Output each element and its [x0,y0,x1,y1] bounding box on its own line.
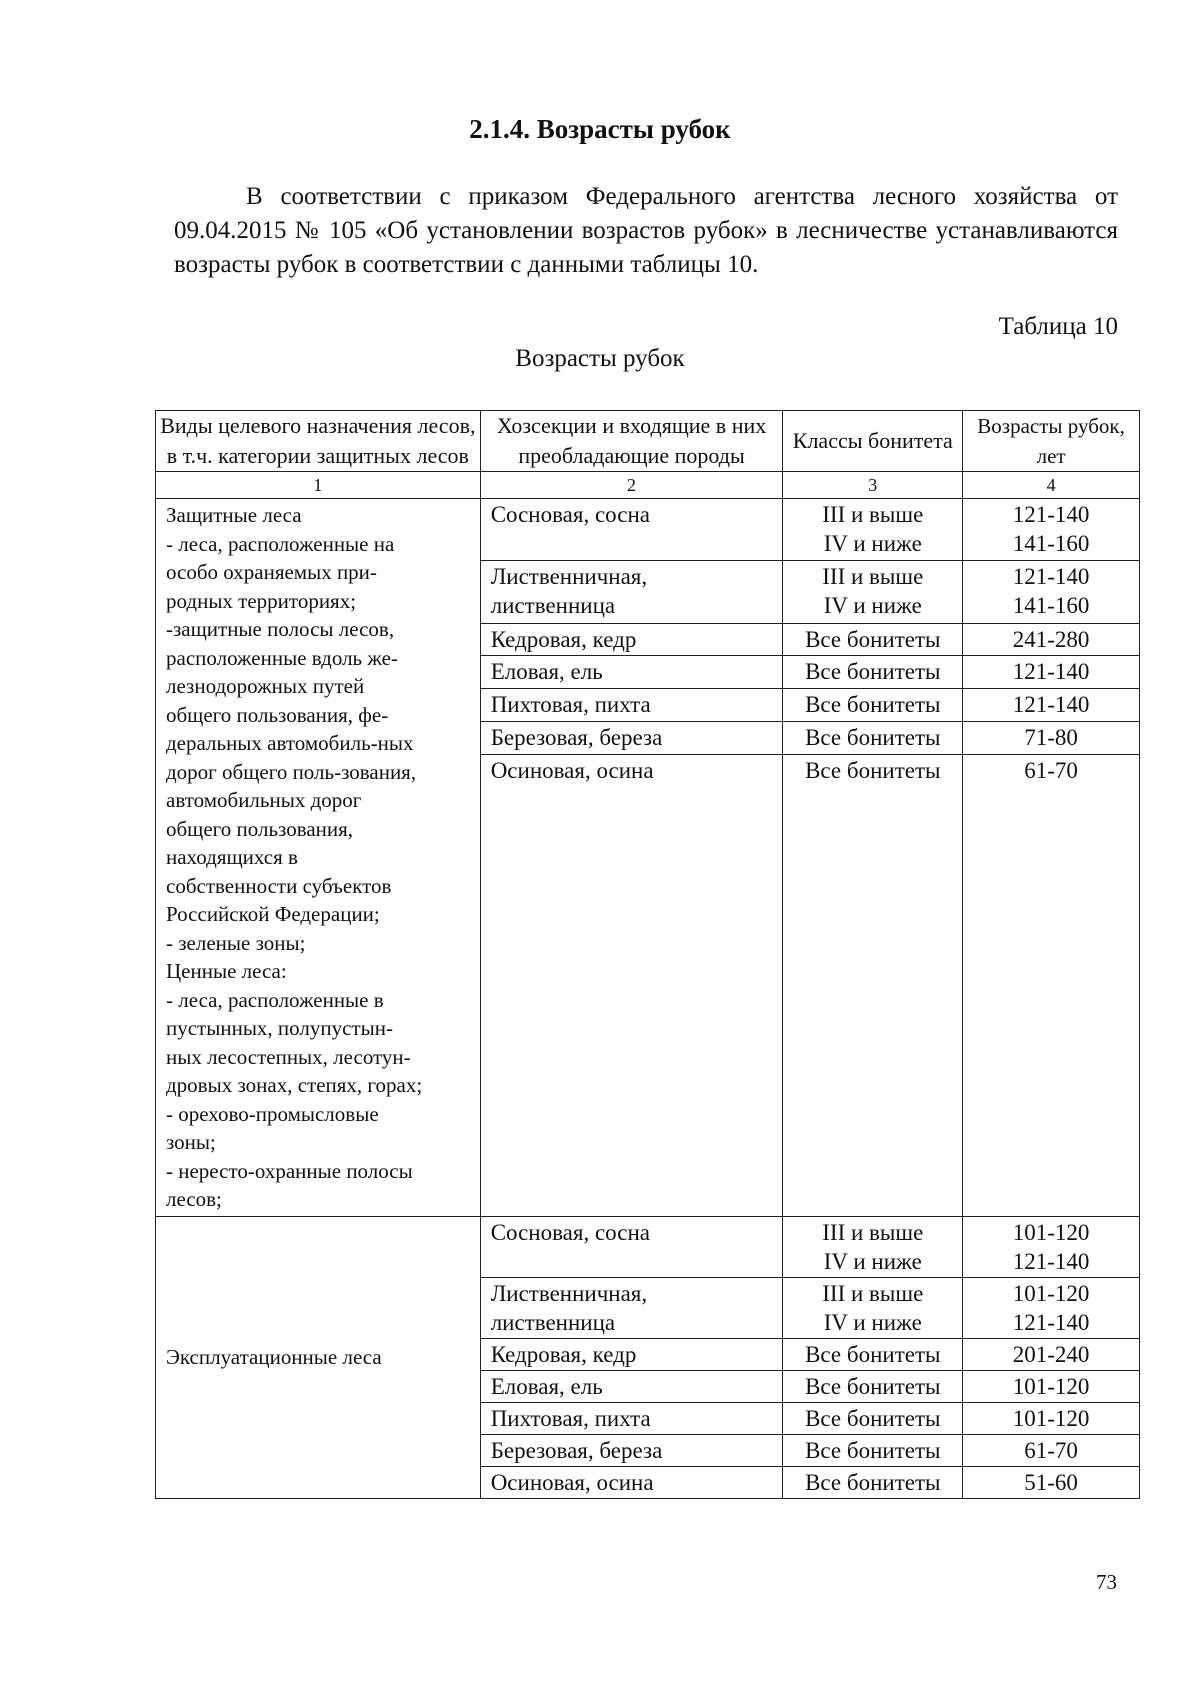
cutting-age-cell [963,1370,1140,1402]
cutting-age-cell [963,754,1140,1216]
cutting-age-line: 51-60 [1024,1469,1078,1495]
column-number: 3 [783,472,963,499]
forest-purpose-line: дровых зонах, степях, горах; [166,1073,423,1097]
forest-purpose-line: Эксплуатационные леса [166,1344,382,1369]
site-class-cell [783,499,963,561]
cutting-age-table [155,410,1140,1499]
cutting-age-cell [963,561,1140,623]
section-line: Сосновая, сосна [490,502,650,527]
cutting-age-cell [963,1277,1140,1338]
cutting-age-line: 121-140 [1012,692,1090,718]
cutting-age-line: 141-160 [1012,531,1090,556]
site-class-cell [783,561,963,623]
section-cell [480,499,783,561]
forest-purpose-line: деральных автомобиль-ных [166,731,414,755]
forest-purpose-line: находящихся в [166,845,298,869]
page-number: 73 [1096,1570,1117,1594]
section-line: Пихтовая, пихта [490,1405,651,1431]
cutting-age-cell [963,656,1140,689]
cutting-age-line: 121-140 [1012,1248,1090,1274]
forest-purpose-line: лезнодорожных путей [166,674,365,698]
cutting-age-line: 121-140 [1012,502,1090,527]
cutting-age-cell [963,623,1140,656]
site-class-line: IV и ниже [823,531,922,556]
section-line: Лиственничная, [490,564,648,590]
section-cell [480,1434,783,1466]
cutting-age-line: 101-120 [1012,1219,1090,1245]
forest-purpose-line: - зеленые зоны; [166,930,306,955]
site-class-line: Все бонитеты [805,659,941,685]
section-cell [480,623,783,656]
header-cutting-ages: Возрасты рубок, лет [963,411,1140,472]
column-number: 2 [480,472,783,499]
section-cell [480,721,783,754]
cutting-age-cell [963,1402,1140,1434]
site-class-line: IV и ниже [823,1248,922,1274]
cutting-age-line: 201-240 [1012,1341,1090,1367]
site-class-line: Все бонитеты [805,626,941,652]
forest-purpose-line: лесов; [166,1187,222,1211]
forest-purpose-line: - нересто-охранные полосы [166,1158,413,1183]
cutting-age-cell [963,721,1140,754]
section-line: Березовая, береза [490,1437,663,1463]
cutting-age-line: 241-280 [1012,626,1090,652]
site-class-cell [783,1402,963,1434]
site-class-line: III и выше [822,502,924,527]
section-line: Еловая, ель [490,659,603,685]
cutting-age-line: 101-120 [1012,1280,1090,1306]
forest-purpose-line: расположенные вдоль же- [166,645,398,670]
section-line: Еловая, ель [490,1373,603,1399]
table-row [156,1216,1140,1277]
forest-purpose-line: Ценные леса: [166,959,287,983]
section-line: Осиновая, осина [490,1469,654,1495]
site-class-line: Все бонитеты [805,1405,941,1431]
site-class-cell [783,1466,963,1498]
cutting-age-line: 61-70 [1024,757,1078,783]
site-class-line: III и выше [822,564,924,590]
forest-purpose-line: дорог общего поль-зования, [166,759,417,784]
intro-paragraph: В соответствии с приказом Федерального агентства лесного хозяйства от 09.04.2015 № 105 «Об установлении возрастов рубок» в лесничестве устанавливаются возрасты рубок в соответствии с данными таблицы 10. [174,183,1118,278]
header-sections: Хозсекции и входящие в них преобладающие породы [480,411,783,472]
section-cell [480,561,783,623]
column-number-row [156,472,1140,499]
site-class-cell [783,689,963,722]
site-class-line: Все бонитеты [805,757,941,783]
section-line: Пихтовая, пихта [490,692,651,718]
section-cell [480,1402,783,1434]
site-class-line: IV и ниже [823,593,922,619]
cutting-age-cell [963,1434,1140,1466]
forest-purpose-cell [156,499,481,1217]
cutting-age-line: 61-70 [1024,1437,1078,1463]
section-cell [480,1466,783,1498]
column-number: 4 [963,472,1140,499]
section-heading: 2.1.4. Возрасты рубок [469,114,731,144]
site-class-line: Все бонитеты [805,1469,941,1495]
cutting-age-line: 101-120 [1012,1405,1090,1431]
header-forest-purpose: Виды целевого назначения лесов, в т.ч. категории защитных лесов [156,411,481,472]
forest-purpose-cell [156,1216,481,1498]
forest-purpose-line: ных лесостепных, лесотун- [166,1044,411,1069]
section-line: Лиственничная, [490,1280,648,1306]
section-line: Кедровая, кедр [490,1341,637,1367]
header-site-classes: Классы бонитета [783,411,963,472]
site-class-line: Все бонитеты [805,1373,941,1399]
section-line: лиственница [490,1309,616,1335]
table-number: Таблица 10 [998,313,1118,340]
forest-purpose-line: - леса, расположенные на [166,531,395,556]
section-cell [480,754,783,1216]
cutting-age-line: 121-140 [1012,1309,1090,1335]
forest-purpose-line: -защитные полосы лесов, [166,617,395,641]
site-class-cell [783,721,963,754]
site-class-line: Все бонитеты [805,1341,941,1367]
table-row [156,499,1140,561]
table-title: Возрасты рубок [515,345,685,372]
site-class-cell [783,1338,963,1370]
site-class-line: III и выше [822,1219,924,1245]
section-line: Кедровая, кедр [490,626,637,652]
cutting-age-line: 121-140 [1012,659,1090,685]
site-class-line: Все бонитеты [805,1437,941,1463]
forest-purpose-line: - леса, расположенные в [166,987,384,1012]
section-line: Сосновая, сосна [490,1219,650,1245]
forest-purpose-line: общего пользования, фе- [166,702,389,727]
section-line: Березовая, береза [490,724,663,750]
forest-purpose-line: зоны; [166,1130,216,1154]
forest-purpose-line: общего пользования, [166,816,354,841]
section-line: Осиновая, осина [490,757,654,783]
column-number: 1 [156,472,481,499]
section-line: лиственница [490,593,616,619]
cutting-age-cell [963,1466,1140,1498]
forest-purpose-line: - орехово-промысловые [166,1101,379,1126]
site-class-line: III и выше [822,1280,924,1306]
cutting-age-cell [963,1338,1140,1370]
cutting-age-cell [963,689,1140,722]
section-cell [480,1216,783,1277]
site-class-cell [783,754,963,1216]
site-class-cell [783,1434,963,1466]
site-class-line: Все бонитеты [805,724,941,750]
forest-purpose-line: Защитные леса [166,503,302,527]
forest-purpose-line: родных территориях; [166,588,357,613]
site-class-cell [783,1277,963,1338]
cutting-age-line: 141-160 [1012,593,1090,619]
site-class-line: Все бонитеты [805,692,941,718]
table-header-row [156,411,1140,472]
forest-purpose-line: Российской Федерации; [166,902,380,926]
site-class-line: IV и ниже [823,1309,922,1335]
forest-purpose-line: собственности субъектов [166,873,392,898]
cutting-age-cell [963,1216,1140,1277]
cutting-age-cell [963,499,1140,561]
cutting-age-line: 101-120 [1012,1373,1090,1399]
site-class-cell [783,656,963,689]
section-cell [480,1277,783,1338]
forest-purpose-line: пустынных, полупустын- [166,1016,393,1040]
section-cell [480,689,783,722]
site-class-cell [783,1370,963,1402]
section-cell [480,1338,783,1370]
forest-purpose-line: автомобильных дорог [166,788,362,812]
site-class-cell [783,623,963,656]
section-cell [480,656,783,689]
section-cell [480,1370,783,1402]
cutting-age-line: 71-80 [1024,724,1078,750]
forest-purpose-line: особо охраняемых при- [166,560,377,584]
site-class-cell [783,1216,963,1277]
cutting-age-line: 121-140 [1012,564,1090,590]
